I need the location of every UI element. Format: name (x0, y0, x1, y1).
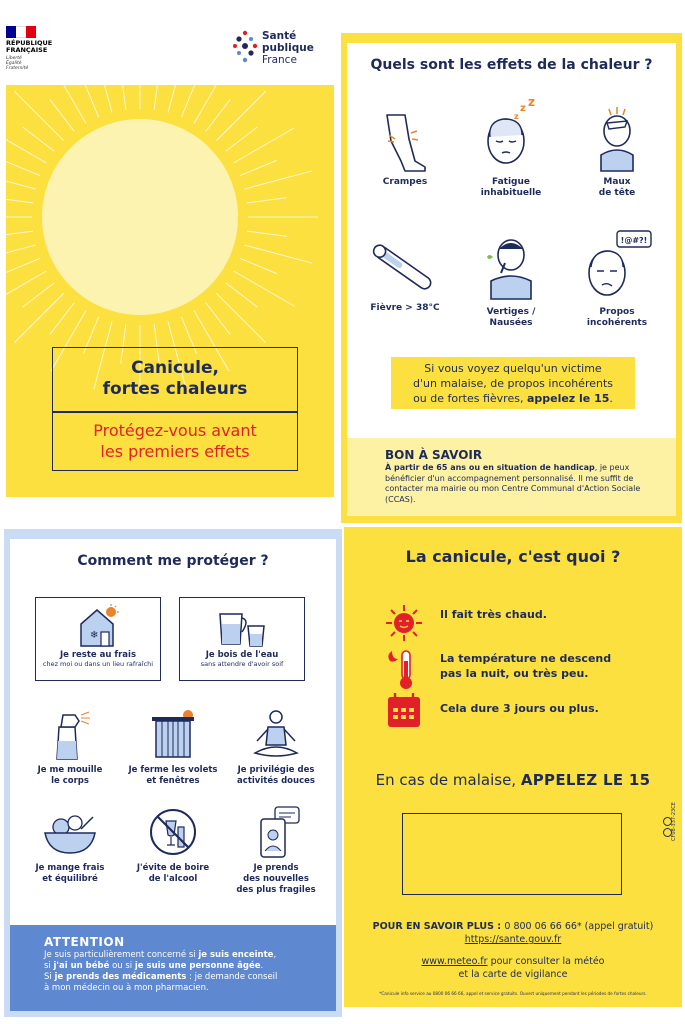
svg-text:❄: ❄ (90, 630, 99, 641)
warning-box: Si vous voyez quelqu'un victime d'un malaise, de propos incohérents ou de fortes fièvres, appelez le 15. (391, 357, 635, 409)
sun-ray (6, 231, 33, 236)
sun-ray (6, 171, 36, 189)
svg-text:z: z (514, 112, 519, 121)
sun-ray (50, 303, 74, 335)
sun-ray (51, 85, 86, 123)
sun-ray (121, 85, 126, 110)
sun-ray (6, 258, 40, 273)
effect-incoherent: !@#?! Propos incohérents (569, 229, 665, 329)
sun-ray (14, 91, 63, 140)
local-info-box (402, 813, 622, 895)
protection-title: Comment me protéger ? (77, 553, 269, 569)
canicule-panel (344, 527, 682, 1007)
sun-ray (6, 198, 33, 203)
spray-bottle-icon (45, 707, 95, 761)
call-15-text: En cas de malaise, APPELEZ LE 15 (375, 771, 651, 789)
effects-panel (341, 33, 682, 523)
tip-gentle-activities: Je privilégie des activités douces (226, 707, 326, 787)
sun-ray (244, 171, 312, 189)
sun-ray (206, 100, 230, 132)
more-info: POUR EN SAVOIR PLUS : 0 800 06 66 66* (appel gratuit) https://sante.gouv.fr (372, 921, 654, 945)
footnote: *Canicule info service au 0800 06 66 66, appel et service gratuits. Ouvert uniquement pendant les périodes de fortes chaleurs. (379, 991, 647, 996)
sun-ray (226, 127, 258, 151)
sun-ray (94, 85, 112, 113)
sun-ray (247, 198, 287, 203)
thermometer-icon (365, 239, 445, 299)
svg-text:z: z (520, 103, 526, 114)
fact-three-days: Cela dure 3 jours ou plus. (384, 691, 674, 731)
confused-speech-icon (577, 229, 657, 303)
sun-ray (226, 283, 258, 307)
nausea-icon (481, 233, 541, 303)
fact-very-hot: Il fait très chaud. (384, 603, 674, 643)
sun-ray (6, 245, 36, 263)
fact-hot-night: La température ne descend pas la nuit, ou très peu. (384, 647, 674, 687)
french-flag-icon (6, 26, 36, 38)
cover-panel (6, 85, 334, 497)
water-pitcher-icon (214, 604, 270, 648)
calendar-icon (384, 691, 424, 731)
sun-ray (216, 293, 265, 342)
bon-a-savoir-title: BON À SAVOIR (385, 448, 483, 462)
sun-ray (240, 258, 277, 273)
tip-close-shutters: Je ferme les volets et fenêtres (123, 705, 223, 787)
sun-ray (6, 271, 46, 306)
sun-ray (206, 303, 230, 335)
republic-motto: Liberté Égalité Fraternité (6, 56, 29, 71)
sun-ray (240, 160, 277, 175)
sun-ray (23, 283, 55, 307)
sun-ray (14, 293, 63, 342)
cover-header (0, 0, 340, 85)
sun-ray (50, 100, 74, 132)
sun-ray (244, 245, 312, 263)
attention-title: ATTENTION (44, 935, 125, 949)
sun-ray (154, 85, 159, 110)
sun-ray (83, 85, 98, 117)
cover-title-box (52, 347, 298, 471)
sun-ray (216, 91, 265, 140)
effects-title: Quels sont les effets de la chaleur ? (370, 57, 653, 73)
attention-text: Je suis particulièrement concerné si je suis enceinte, si j'ai un bébé ou si je suis une personne âgée. Si je prends des médicaments : je demande conseil à mon médecin ou à mon pharmacien. (44, 950, 278, 993)
tip-take-news: Je prends des nouvelles des plus fragiles (226, 805, 326, 896)
sun-ray (168, 85, 186, 113)
svg-text:z: z (528, 97, 535, 109)
sun-ray (247, 231, 287, 236)
effects-card (347, 43, 676, 438)
effect-fever: Fièvre > 38°C (357, 239, 453, 314)
protection-card (10, 539, 336, 925)
effect-nausea: Vertiges / Nausées (463, 233, 559, 329)
headache-icon (587, 103, 647, 173)
sun-ray (234, 128, 295, 163)
fatigue-sleep-icon (476, 97, 546, 173)
tip-eat-fresh: Je mange frais et équilibré (20, 809, 120, 885)
tip-drink-water: Je bois de l'eau sans attendre d'avoir soif (179, 597, 305, 681)
tip-stay-cool: ❄ Je reste au frais chez moi ou dans un lieu rafraîchi (35, 597, 161, 681)
cover-title: Canicule, fortes chaleurs (102, 358, 248, 399)
cool-house-icon (73, 604, 123, 648)
meteo-info: www.meteo.fr pour consulter la météo et la carte de vigilance (421, 956, 605, 980)
sun-ray (181, 85, 196, 117)
speech-bubble-text: !@#?! (620, 236, 648, 245)
cover-divider (53, 411, 297, 413)
salad-bowl-icon (41, 809, 99, 859)
sante-publique-logo-icon (232, 30, 258, 64)
tip-wet-body: Je me mouille le corps (20, 707, 120, 787)
sante-gouv-link[interactable]: https://sante.gouv.fr (464, 934, 562, 945)
shutters-icon (148, 705, 198, 761)
sun-icon (384, 603, 424, 643)
sante-publique-france-logo: Santé publique France (262, 30, 314, 66)
sun-ray (6, 160, 40, 175)
cramp-leg-icon (375, 111, 435, 173)
cover-subtitle: Protégez-vous avant les premiers effets (93, 421, 257, 461)
canicule-title: La canicule, c'est quoi ? (405, 547, 621, 566)
protection-panel (4, 529, 342, 1017)
bon-a-savoir-box (347, 438, 676, 516)
side-code: CF08-337-23CE (662, 817, 674, 897)
meteo-link[interactable]: www.meteo.fr (421, 956, 488, 967)
effect-cramps: Crampes (357, 111, 453, 188)
effect-headache: Maux de tête (569, 103, 665, 199)
night-thermometer-icon (384, 647, 424, 691)
phone-message-icon (249, 805, 303, 859)
tip-avoid-alcohol: J'évite de boire de l'alcool (123, 805, 223, 885)
no-alcohol-icon (146, 805, 200, 859)
sun-ray (23, 127, 55, 151)
attention-box (10, 925, 336, 1011)
sun-ray (194, 85, 229, 123)
effect-fatigue: z z z Fatigue inhabituelle (463, 97, 559, 199)
sun-ray (234, 271, 295, 306)
bon-a-savoir-text: À partir de 65 ans ou en situation de handicap, je peux bénéficier d'un accompagnement personnalisé. Il me suffit de contacter ma mairie ou mon Centre Communal d'Action Sociale (CCAS). (385, 463, 641, 504)
meditation-icon (249, 707, 303, 761)
sun-ray (6, 128, 46, 163)
republique-francaise-logo: RÉPUBLIQUE FRANÇAISE (6, 39, 53, 54)
